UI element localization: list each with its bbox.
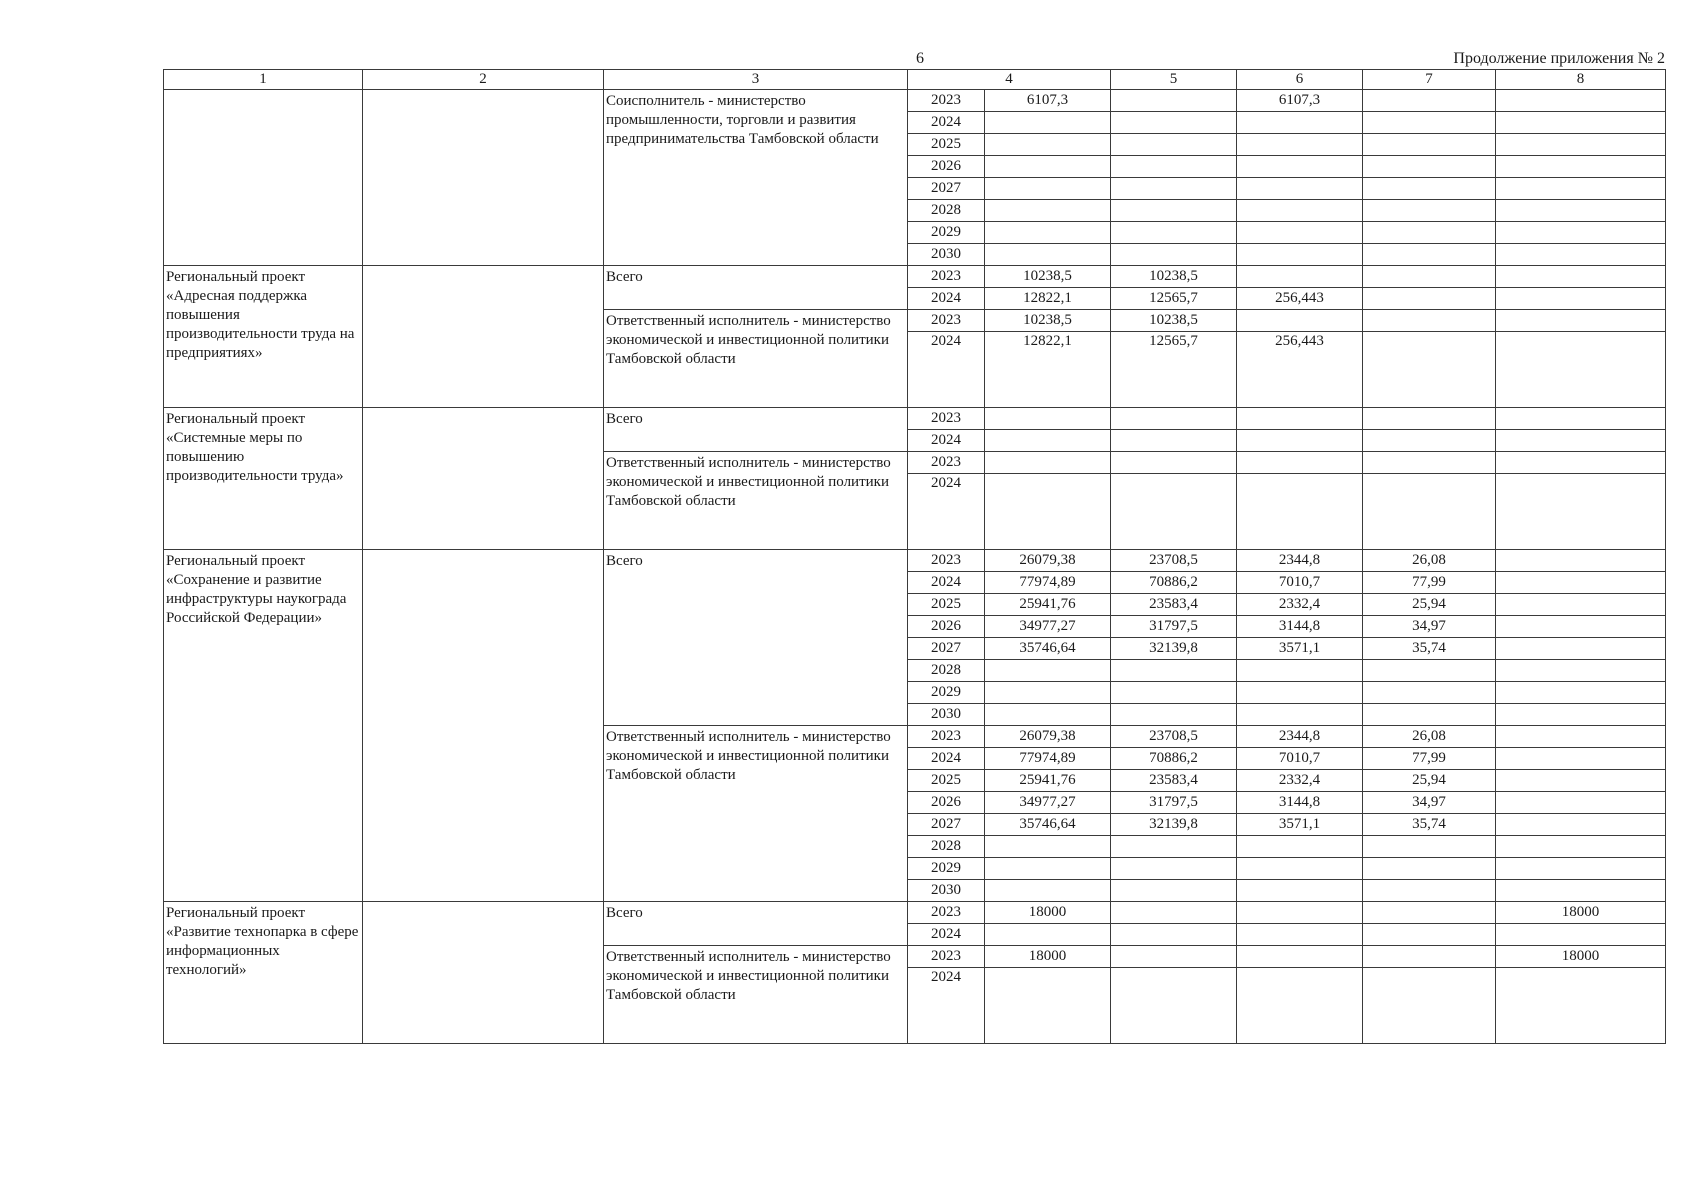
column-2-cell xyxy=(363,550,604,902)
value-cell: 23708,5 xyxy=(1111,550,1237,572)
value-cell xyxy=(1237,902,1363,924)
value-cell: 77,99 xyxy=(1363,748,1496,770)
value-cell: 77974,89 xyxy=(985,748,1111,770)
value-cell xyxy=(1237,408,1363,430)
value-cell xyxy=(1237,836,1363,858)
value-cell xyxy=(985,924,1111,946)
value-cell xyxy=(1363,836,1496,858)
value-cell xyxy=(1111,408,1237,430)
year-cell: 2024 xyxy=(908,748,985,770)
value-cell: 12565,7 xyxy=(1111,288,1237,310)
value-cell xyxy=(1496,880,1666,902)
value-cell: 31797,5 xyxy=(1111,792,1237,814)
value-cell xyxy=(1363,178,1496,200)
value-cell xyxy=(985,968,1111,1044)
value-cell: 25941,76 xyxy=(985,770,1111,792)
value-cell xyxy=(1363,452,1496,474)
year-cell: 2025 xyxy=(908,770,985,792)
year-cell: 2025 xyxy=(908,594,985,616)
year-cell: 2029 xyxy=(908,682,985,704)
executor-cell: Всего xyxy=(604,550,908,726)
value-cell: 34,97 xyxy=(1363,616,1496,638)
value-cell xyxy=(1237,244,1363,266)
value-cell: 35746,64 xyxy=(985,814,1111,836)
value-cell xyxy=(1111,452,1237,474)
value-cell xyxy=(1363,266,1496,288)
value-cell xyxy=(1111,968,1237,1044)
value-cell xyxy=(1496,704,1666,726)
value-cell: 34977,27 xyxy=(985,792,1111,814)
value-cell: 256,443 xyxy=(1237,332,1363,408)
value-cell xyxy=(985,474,1111,550)
value-cell xyxy=(1496,792,1666,814)
value-cell xyxy=(1496,310,1666,332)
value-cell xyxy=(985,112,1111,134)
continuation-label: Продолжение приложения № 2 xyxy=(1453,50,1665,67)
project-cell: Региональный проект «Сохранение и развитие инфраструктуры наукограда Российской Федерации» xyxy=(164,550,363,902)
value-cell xyxy=(1496,288,1666,310)
column-header: 2 xyxy=(363,70,604,90)
value-cell xyxy=(1237,660,1363,682)
value-cell xyxy=(1111,244,1237,266)
value-cell xyxy=(1111,946,1237,968)
year-cell: 2024 xyxy=(908,924,985,946)
value-cell xyxy=(1363,90,1496,112)
value-cell: 10238,5 xyxy=(985,310,1111,332)
value-cell: 34977,27 xyxy=(985,616,1111,638)
value-cell xyxy=(1496,474,1666,550)
value-cell: 23708,5 xyxy=(1111,726,1237,748)
year-cell: 2024 xyxy=(908,474,985,550)
value-cell: 77,99 xyxy=(1363,572,1496,594)
value-cell: 32139,8 xyxy=(1111,638,1237,660)
value-cell xyxy=(1111,704,1237,726)
value-cell xyxy=(1496,156,1666,178)
year-cell: 2030 xyxy=(908,880,985,902)
year-cell: 2028 xyxy=(908,660,985,682)
project-cell: Региональный проект «Системные меры по повышению производительности труда» xyxy=(164,408,363,550)
column-header: 1 xyxy=(164,70,363,90)
column-2-cell xyxy=(363,90,604,266)
executor-cell: Всего xyxy=(604,902,908,946)
value-cell: 6107,3 xyxy=(1237,90,1363,112)
value-cell xyxy=(1496,858,1666,880)
year-cell: 2024 xyxy=(908,332,985,408)
value-cell xyxy=(1363,902,1496,924)
value-cell xyxy=(1496,332,1666,408)
value-cell xyxy=(985,880,1111,902)
table-row xyxy=(164,90,1666,112)
value-cell xyxy=(1363,704,1496,726)
value-cell xyxy=(1111,112,1237,134)
value-cell: 26,08 xyxy=(1363,550,1496,572)
value-cell xyxy=(1111,880,1237,902)
value-cell xyxy=(1237,178,1363,200)
value-cell xyxy=(985,156,1111,178)
value-cell xyxy=(1363,430,1496,452)
project-cell: Региональный проект «Адресная поддержка повышения производительности труда на предприятиях» xyxy=(164,266,363,408)
value-cell: 3144,8 xyxy=(1237,792,1363,814)
year-cell: 2028 xyxy=(908,836,985,858)
year-cell: 2023 xyxy=(908,902,985,924)
year-cell: 2028 xyxy=(908,200,985,222)
value-cell: 18000 xyxy=(1496,902,1666,924)
year-cell: 2024 xyxy=(908,430,985,452)
year-cell: 2023 xyxy=(908,726,985,748)
year-cell: 2026 xyxy=(908,616,985,638)
value-cell xyxy=(1363,134,1496,156)
project-cell: Региональный проект «Развитие технопарка в сфере информационных технологий» xyxy=(164,902,363,1044)
year-cell: 2029 xyxy=(908,222,985,244)
value-cell xyxy=(1237,704,1363,726)
value-cell: 2344,8 xyxy=(1237,726,1363,748)
executor-cell: Всего xyxy=(604,266,908,310)
value-cell: 2332,4 xyxy=(1237,770,1363,792)
table-row xyxy=(164,902,1666,924)
value-cell xyxy=(1111,222,1237,244)
value-cell xyxy=(1363,112,1496,134)
value-cell xyxy=(1237,968,1363,1044)
value-cell xyxy=(1496,112,1666,134)
value-cell: 35,74 xyxy=(1363,814,1496,836)
table-row xyxy=(164,408,1666,430)
value-cell xyxy=(1363,222,1496,244)
value-cell xyxy=(1237,858,1363,880)
value-cell: 31797,5 xyxy=(1111,616,1237,638)
value-cell xyxy=(1237,452,1363,474)
year-cell: 2023 xyxy=(908,90,985,112)
value-cell xyxy=(985,134,1111,156)
value-cell: 2332,4 xyxy=(1237,594,1363,616)
value-cell xyxy=(1237,112,1363,134)
value-cell xyxy=(1496,90,1666,112)
value-cell xyxy=(1496,660,1666,682)
value-cell xyxy=(1237,200,1363,222)
value-cell xyxy=(985,222,1111,244)
executor-cell: Ответственный исполнитель - министерство экономической и инвестиционной политики Тамбовской области xyxy=(604,946,908,1044)
value-cell xyxy=(1496,200,1666,222)
value-cell xyxy=(1496,430,1666,452)
value-cell: 3571,1 xyxy=(1237,638,1363,660)
value-cell: 18000 xyxy=(985,946,1111,968)
value-cell xyxy=(985,244,1111,266)
value-cell xyxy=(1496,836,1666,858)
value-cell xyxy=(1363,200,1496,222)
value-cell xyxy=(1363,858,1496,880)
value-cell xyxy=(1363,310,1496,332)
value-cell xyxy=(1111,430,1237,452)
value-cell xyxy=(1496,682,1666,704)
executor-cell: Ответственный исполнитель - министерство экономической и инвестиционной политики Тамбовской области xyxy=(604,452,908,550)
value-cell: 77974,89 xyxy=(985,572,1111,594)
value-cell xyxy=(1496,748,1666,770)
value-cell: 70886,2 xyxy=(1111,572,1237,594)
value-cell xyxy=(1363,244,1496,266)
year-cell: 2029 xyxy=(908,858,985,880)
value-cell xyxy=(1363,332,1496,408)
value-cell: 18000 xyxy=(1496,946,1666,968)
year-cell: 2023 xyxy=(908,550,985,572)
value-cell xyxy=(1111,836,1237,858)
value-cell xyxy=(1237,474,1363,550)
year-cell: 2027 xyxy=(908,638,985,660)
value-cell xyxy=(985,858,1111,880)
value-cell: 12822,1 xyxy=(985,288,1111,310)
value-cell xyxy=(1237,682,1363,704)
value-cell xyxy=(1237,134,1363,156)
value-cell xyxy=(1496,178,1666,200)
value-cell xyxy=(1496,134,1666,156)
value-cell: 7010,7 xyxy=(1237,572,1363,594)
column-header: 4 xyxy=(908,70,1111,90)
value-cell: 25,94 xyxy=(1363,770,1496,792)
executor-cell: Соисполнитель - министерство промышленности, торговли и развития предпринимательства Тамбовской области xyxy=(604,90,908,266)
value-cell xyxy=(1496,572,1666,594)
value-cell xyxy=(1363,408,1496,430)
executor-cell: Всего xyxy=(604,408,908,452)
column-header: 3 xyxy=(604,70,908,90)
value-cell xyxy=(1237,924,1363,946)
value-cell xyxy=(1496,814,1666,836)
value-cell: 3144,8 xyxy=(1237,616,1363,638)
value-cell xyxy=(1496,452,1666,474)
year-cell: 2026 xyxy=(908,792,985,814)
column-header: 7 xyxy=(1363,70,1496,90)
year-cell: 2023 xyxy=(908,310,985,332)
value-cell xyxy=(1237,946,1363,968)
value-cell xyxy=(1111,660,1237,682)
value-cell xyxy=(985,704,1111,726)
year-cell: 2027 xyxy=(908,178,985,200)
value-cell xyxy=(1496,222,1666,244)
value-cell: 26,08 xyxy=(1363,726,1496,748)
value-cell: 12565,7 xyxy=(1111,332,1237,408)
value-cell xyxy=(1111,902,1237,924)
value-cell xyxy=(1111,858,1237,880)
value-cell xyxy=(985,452,1111,474)
value-cell xyxy=(1237,156,1363,178)
column-2-cell xyxy=(363,266,604,408)
executor-cell: Ответственный исполнитель - министерство экономической и инвестиционной политики Тамбовской области xyxy=(604,726,908,902)
value-cell: 25941,76 xyxy=(985,594,1111,616)
value-cell xyxy=(1496,726,1666,748)
year-cell: 2030 xyxy=(908,244,985,266)
value-cell xyxy=(1111,178,1237,200)
value-cell xyxy=(1363,288,1496,310)
value-cell xyxy=(985,408,1111,430)
value-cell: 10238,5 xyxy=(985,266,1111,288)
value-cell: 34,97 xyxy=(1363,792,1496,814)
project-cell xyxy=(164,90,363,266)
value-cell xyxy=(985,660,1111,682)
year-cell: 2026 xyxy=(908,156,985,178)
value-cell xyxy=(1237,430,1363,452)
value-cell xyxy=(1363,682,1496,704)
year-cell: 2023 xyxy=(908,266,985,288)
column-header: 5 xyxy=(1111,70,1237,90)
value-cell xyxy=(1363,156,1496,178)
value-cell: 70886,2 xyxy=(1111,748,1237,770)
value-cell xyxy=(1363,474,1496,550)
value-cell xyxy=(1111,156,1237,178)
value-cell xyxy=(1237,310,1363,332)
year-cell: 2023 xyxy=(908,452,985,474)
value-cell xyxy=(1237,222,1363,244)
value-cell xyxy=(985,200,1111,222)
value-cell xyxy=(985,178,1111,200)
value-cell: 23583,4 xyxy=(1111,770,1237,792)
value-cell: 26079,38 xyxy=(985,726,1111,748)
value-cell xyxy=(985,430,1111,452)
page-number: 6 xyxy=(916,50,924,67)
budget-table xyxy=(163,69,1666,1044)
value-cell: 35,74 xyxy=(1363,638,1496,660)
year-cell: 2023 xyxy=(908,408,985,430)
value-cell xyxy=(985,682,1111,704)
value-cell: 32139,8 xyxy=(1111,814,1237,836)
value-cell xyxy=(1111,474,1237,550)
value-cell xyxy=(1496,924,1666,946)
executor-cell: Ответственный исполнитель - министерство экономической и инвестиционной политики Тамбовской области xyxy=(604,310,908,408)
value-cell xyxy=(1363,924,1496,946)
value-cell xyxy=(1496,550,1666,572)
value-cell xyxy=(1111,90,1237,112)
value-cell xyxy=(1363,660,1496,682)
value-cell xyxy=(1111,682,1237,704)
column-header: 8 xyxy=(1496,70,1666,90)
value-cell xyxy=(1496,594,1666,616)
value-cell: 2344,8 xyxy=(1237,550,1363,572)
value-cell xyxy=(1496,770,1666,792)
table-row xyxy=(164,266,1666,288)
value-cell xyxy=(1496,408,1666,430)
value-cell xyxy=(1237,266,1363,288)
value-cell: 12822,1 xyxy=(985,332,1111,408)
value-cell: 3571,1 xyxy=(1237,814,1363,836)
value-cell xyxy=(1496,266,1666,288)
value-cell: 6107,3 xyxy=(985,90,1111,112)
value-cell xyxy=(1111,924,1237,946)
value-cell xyxy=(1363,946,1496,968)
value-cell xyxy=(1237,880,1363,902)
value-cell xyxy=(1496,968,1666,1044)
year-cell: 2025 xyxy=(908,134,985,156)
value-cell xyxy=(1111,200,1237,222)
value-cell: 256,443 xyxy=(1237,288,1363,310)
value-cell: 10238,5 xyxy=(1111,310,1237,332)
year-cell: 2030 xyxy=(908,704,985,726)
column-header: 6 xyxy=(1237,70,1363,90)
value-cell: 23583,4 xyxy=(1111,594,1237,616)
column-2-cell xyxy=(363,902,604,1044)
year-cell: 2023 xyxy=(908,946,985,968)
value-cell xyxy=(1496,616,1666,638)
value-cell: 7010,7 xyxy=(1237,748,1363,770)
year-cell: 2024 xyxy=(908,288,985,310)
year-cell: 2024 xyxy=(908,112,985,134)
value-cell xyxy=(1111,134,1237,156)
value-cell xyxy=(1496,638,1666,660)
year-cell: 2024 xyxy=(908,968,985,1044)
table-row xyxy=(164,550,1666,572)
value-cell xyxy=(1363,968,1496,1044)
value-cell: 25,94 xyxy=(1363,594,1496,616)
column-2-cell xyxy=(363,408,604,550)
value-cell: 35746,64 xyxy=(985,638,1111,660)
value-cell xyxy=(1363,880,1496,902)
year-cell: 2024 xyxy=(908,572,985,594)
value-cell: 10238,5 xyxy=(1111,266,1237,288)
value-cell: 26079,38 xyxy=(985,550,1111,572)
value-cell xyxy=(985,836,1111,858)
value-cell xyxy=(1496,244,1666,266)
value-cell: 18000 xyxy=(985,902,1111,924)
year-cell: 2027 xyxy=(908,814,985,836)
